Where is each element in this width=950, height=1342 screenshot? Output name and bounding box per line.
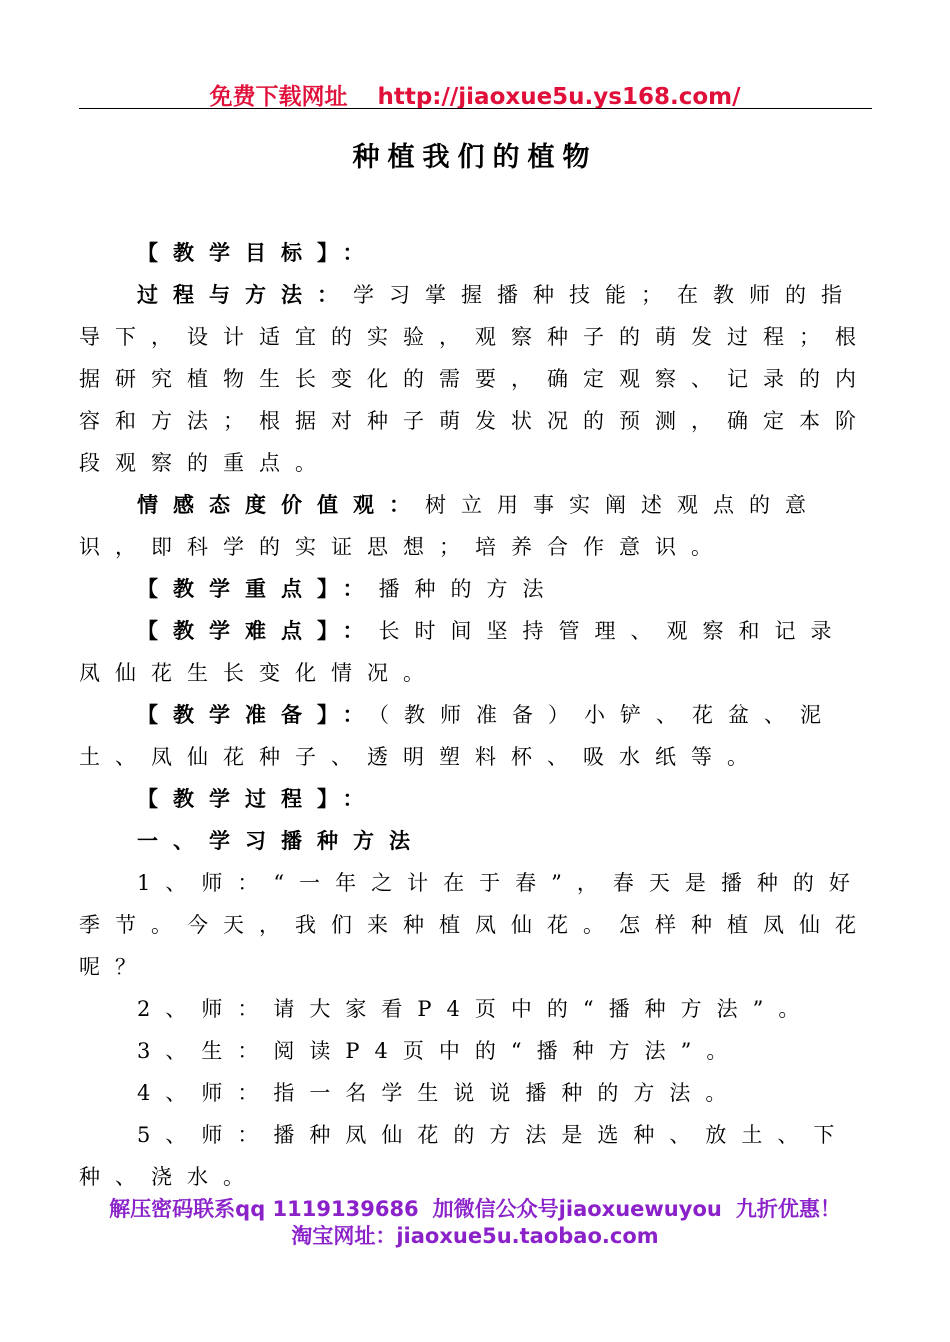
footer-banner [0,1196,950,1250]
step-4: 4、师：指一名学生说说播种的方法。 [137,1081,742,1105]
document-body [79,232,871,1198]
process-heading: 【教学过程】： [137,786,379,811]
part1-heading: 一、学习播种方法 [137,828,425,853]
page-title: 种植我们的植物 [352,142,598,173]
difficulty-text: 长时间坚持管理、观察和记录凤仙花生长变化情况。 [79,619,847,685]
key-paragraph [79,568,871,610]
key-text: 播种的方法 [378,577,559,601]
header-label: 免费下载网址 [209,84,348,110]
process-paragraph [79,274,871,484]
difficulty-label: 【教学难点】： [137,618,379,643]
footer-wechat-label: 加微信公众号 [432,1197,559,1221]
emotion-paragraph [79,484,871,568]
prep-label: 【教学准备】： [137,702,379,727]
step-1: 1、师：“一年之计在于春”，春天是播种的好季节。今天，我们来种植凤仙花。怎样种植凤仙花呢？ [79,871,871,979]
footer-line-1 [0,1196,950,1223]
footer-line-2[interactable]: 淘宝网址：jiaoxue5u.taobao.com [291,1224,659,1248]
goals-heading: 【教学目标】： [137,240,379,265]
step-3: 3、生：阅读P4页中的“播种方法”。 [137,1039,743,1063]
difficulty-paragraph [79,610,871,694]
key-label: 【教学重点】： [137,576,379,601]
header-url-link[interactable]: http://jiaoxue5u.ys168.com/ [377,84,741,110]
footer-discount: 九折优惠！ [735,1197,841,1221]
footer-password-label: 解压密码联系 [109,1197,236,1221]
step-2: 2、师：请大家看P4页中的“播种方法”。 [137,997,815,1021]
header-divider [79,108,872,109]
prep-text: （教师准备）小铲、花盆、泥土、凤仙花种子、透明塑料杯、吸水纸等。 [79,703,836,769]
prep-paragraph [79,694,871,778]
step-5: 5、师：播种凤仙花的方法是选种、放土、下种、浇水。 [79,1123,850,1189]
emotion-label: 情感态度价值观： [137,492,425,517]
process-label: 过程与方法： [137,282,353,307]
footer-wechat-id: jiaoxuewuyou [558,1197,722,1221]
emotion-text: 树立用事实阐述观点的意识，即科学的实证思想；培养合作意识。 [79,493,821,559]
process-text: 学习掌握播种技能；在教师的指导下，设计适宜的实验，观察种子的萌发过程；根据研究植物生长变化的需要，确定观察、记录的内容和方法；根据对种子萌发状况的预测，确定本阶段观察的重点。 [79,283,871,475]
header-banner [0,78,950,111]
footer-qq: qq 1119139686 [235,1197,419,1221]
